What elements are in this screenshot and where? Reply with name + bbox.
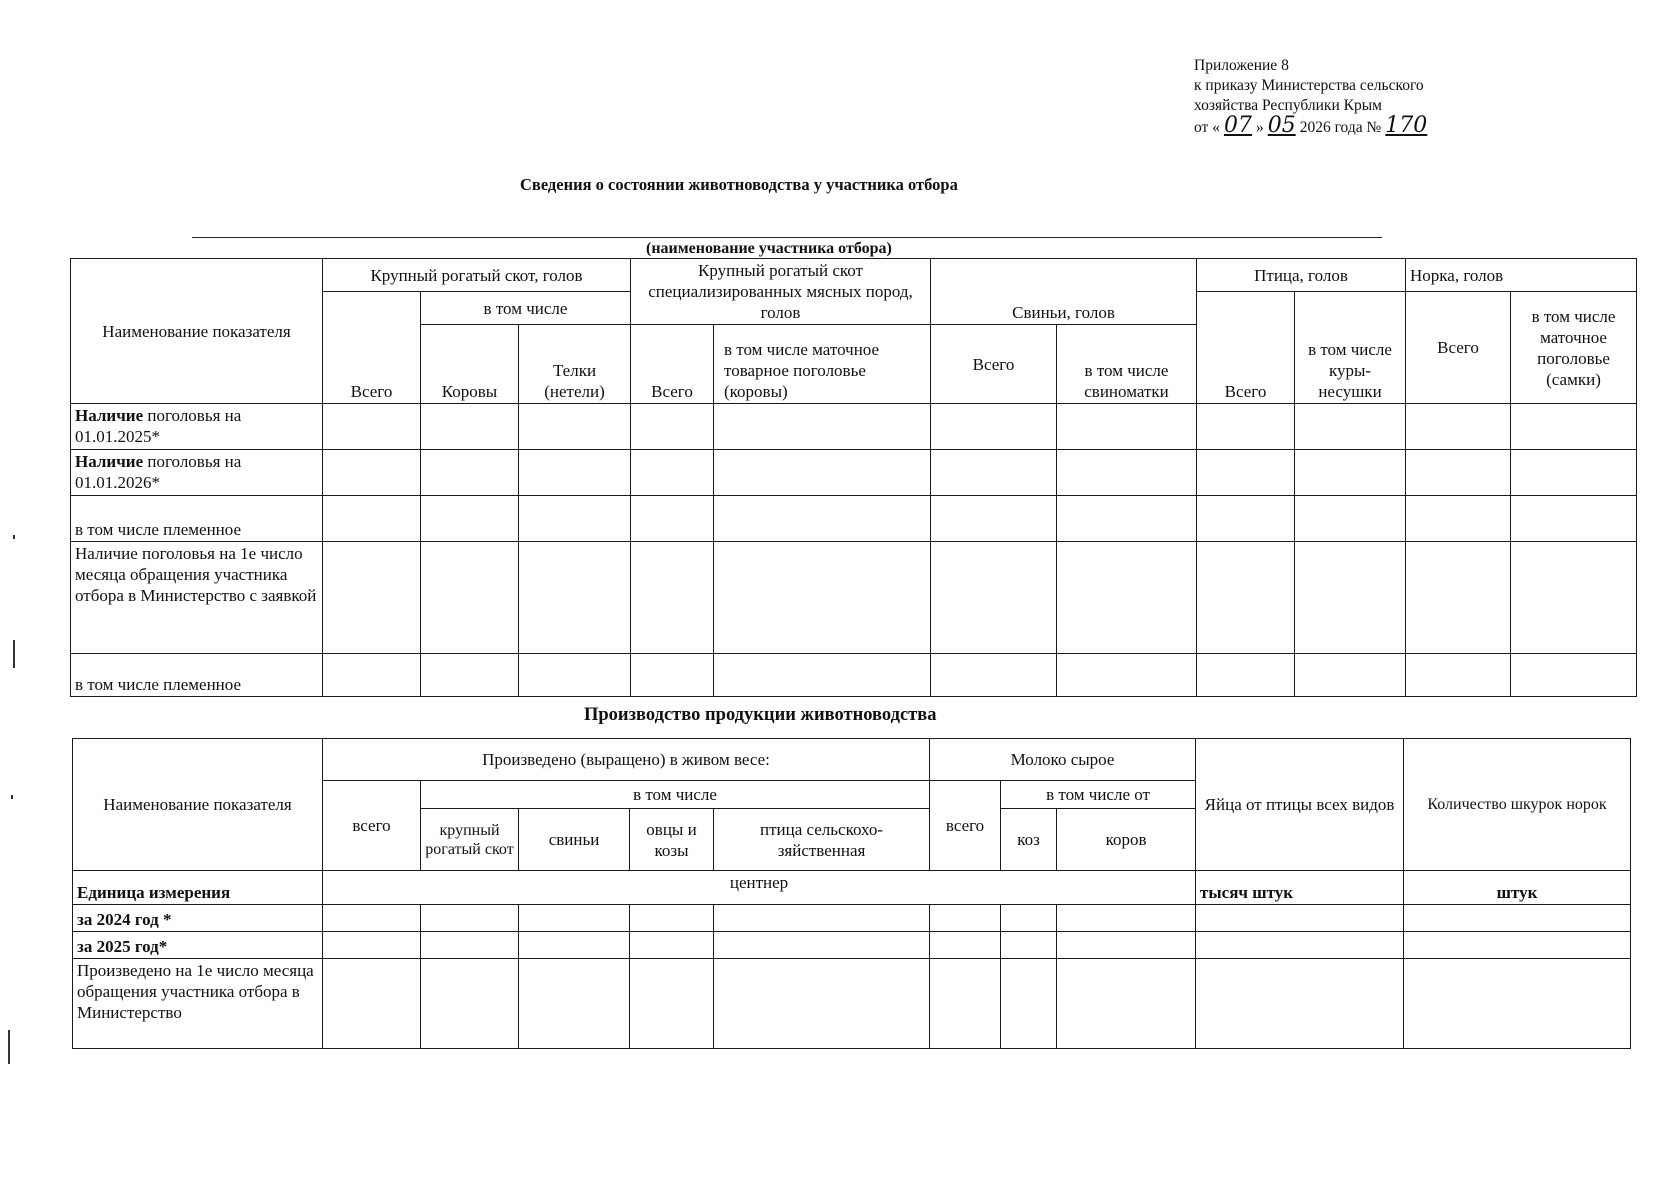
unit-thousand-pieces: тысяч штук — [1196, 871, 1404, 905]
scan-mark — [11, 795, 13, 799]
unit-pieces: штук — [1404, 871, 1631, 905]
header-cattle-total: Всего — [323, 292, 421, 404]
row-label: Наличие поголовья на 01.01.2026* — [71, 450, 323, 496]
participant-name-line — [192, 237, 1382, 238]
header-mink-females: в том числе маточное поголовье (самки) — [1511, 292, 1637, 404]
table-row — [71, 404, 1637, 450]
appendix-date-line: от « 07 » 05 2026 года № 170 — [1194, 113, 1428, 138]
scan-mark — [13, 535, 15, 539]
document-title: Сведения о состоянии животноводства у участника отбора — [520, 175, 958, 194]
table-row — [71, 654, 1637, 697]
header-beef-cows: в том числе маточное товарное поголовье (коровы) — [714, 325, 931, 404]
appendix-line-2: к приказу Министерства сельского — [1194, 77, 1424, 94]
header-lw-cattle: крупный рогатый скот — [421, 809, 519, 871]
production-table — [72, 738, 1631, 1049]
appendix-header — [1194, 56, 1431, 138]
header-hens: в том числе куры-несушки — [1295, 292, 1406, 404]
row-label: за 2025 год* — [73, 932, 323, 959]
appendix-line-1: Приложение 8 — [1194, 57, 1289, 74]
livestock-table — [70, 258, 1637, 697]
row-label: Наличие поголовья на 1е число месяца обращения участника отбора в Министерство с заявкой — [71, 542, 323, 654]
header-lw-including: в том числе — [421, 781, 930, 809]
row-label: Наличие поголовья на 01.01.2025* — [71, 404, 323, 450]
header-poultry: Птица, голов — [1197, 259, 1406, 292]
header-milk-total: всего — [930, 781, 1001, 871]
header-pigs: Свиньи, голов — [931, 259, 1197, 325]
table-row — [73, 905, 1631, 932]
table-row — [71, 542, 1637, 654]
table-row — [73, 932, 1631, 959]
scan-mark — [8, 1030, 10, 1064]
scan-mark — [13, 640, 15, 668]
unit-row — [73, 871, 1631, 905]
row-label: в том числе племенное — [71, 496, 323, 542]
header-cows: Коровы — [421, 325, 519, 404]
header-indicator-name: Наименование показателя — [71, 259, 323, 404]
header-beef-cattle: Крупный рогатый скот специализированных мясных пород, голов — [631, 259, 931, 325]
handwritten-day: 07 — [1223, 113, 1252, 138]
header-pigs-total: Всего — [931, 325, 1057, 404]
header-beef-total: Всего — [631, 325, 714, 404]
header-mink: Норка, голов — [1406, 259, 1637, 292]
table-row — [71, 450, 1637, 496]
header-poultry-total: Всего — [1197, 292, 1295, 404]
participant-name-caption: (наименование участника отбора) — [646, 240, 892, 257]
row-label: Произведено на 1е число месяца обращения участника отбора в Министерство — [73, 959, 323, 1049]
header-pelts: Количество шкурок норок — [1404, 739, 1631, 871]
header-raw-milk: Молоко сырое — [930, 739, 1196, 781]
row-label: за 2024 год * — [73, 905, 323, 932]
handwritten-number: 170 — [1385, 113, 1428, 138]
header-milk-cows: коров — [1057, 809, 1196, 871]
header-eggs: Яйца от птицы всех видов — [1196, 739, 1404, 871]
header-heifers: Телки (нетели) — [519, 325, 631, 404]
header-sows: в том числе свиноматки — [1057, 325, 1197, 404]
header-cattle-including: в том числе — [421, 292, 631, 325]
table-row — [73, 959, 1631, 1049]
row-label: Единица измерения — [73, 871, 323, 905]
header-cattle: Крупный рогатый скот, голов — [323, 259, 631, 292]
handwritten-month: 05 — [1267, 113, 1296, 138]
header-lw-total: всего — [323, 781, 421, 871]
production-title: Производство продукции животноводства — [584, 705, 937, 725]
header-lw-pigs: свиньи — [519, 809, 630, 871]
header-indicator-name: Наименование показателя — [73, 739, 323, 871]
unit-centner: центнер — [323, 871, 1196, 905]
header-live-weight: Произведено (выращено) в живом весе: — [323, 739, 930, 781]
table-row — [71, 496, 1637, 542]
header-mink-total: Всего — [1406, 292, 1511, 404]
header-milk-including: в том числе от — [1001, 781, 1196, 809]
header-milk-goats: коз — [1001, 809, 1057, 871]
header-lw-sheep: овцы и козы — [630, 809, 714, 871]
header-lw-poultry: птица сельскохо-зяйственная — [714, 809, 930, 871]
row-label: в том числе племенное — [71, 654, 323, 697]
appendix-line-3: хозяйства Республики Крым — [1194, 97, 1382, 114]
